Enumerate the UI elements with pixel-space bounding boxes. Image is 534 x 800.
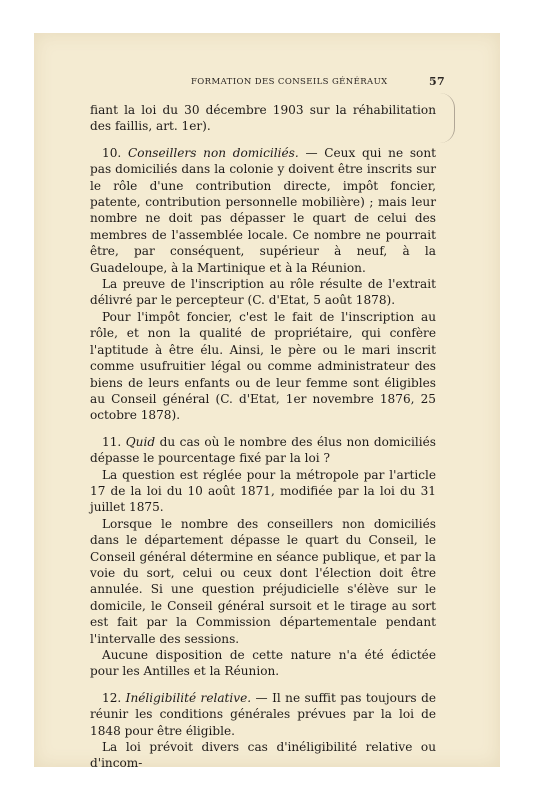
paragraph: La question est réglée pour la métropole par l'article 17 de la loi du 10 août 1871, modifiée par la loi du 31 juillet 1875.: [90, 467, 436, 515]
paragraph: Aucune disposition de cette nature n'a été édictée pour les Antilles et la Réunion.: [90, 648, 436, 679]
margin-bracket-mark: [440, 93, 455, 143]
paragraph: Lorsque le nombre des conseillers non domiciliés dans le département dépasse le quart du Conseil, le Conseil général détermine en séance publique, et par la voie du sort, celui ou ceux dont l'élection doit être annulée. Si une question préjudicielle s'élève sur le domicile, le Conseil général sursoit et le tirage au sort est fait par la Commission départementale pendant l'intervalle des sessions.: [90, 516, 436, 646]
paragraph-section-10: [90, 145, 436, 276]
paragraph: La loi prévoit divers cas d'inéligibilité relative ou d'incom-: [90, 740, 436, 771]
section-number: 11.: [102, 434, 122, 449]
section-text: — Il ne suffit pas toujours de réunir les conditions générales prévues par la loi de 1848 pour être éligible.: [90, 690, 436, 738]
section-title: Conseillers non domiciliés.: [127, 145, 299, 160]
paragraph: La preuve de l'inscription au rôle résulte de l'extrait délivré par le percepteur (C. d'Etat, 5 août 1878).: [90, 277, 436, 308]
paragraph-continuation: fiant la loi du 30 décembre 1903 sur la réhabilitation des faillis, art. 1er).: [90, 103, 436, 134]
body-text: [90, 102, 436, 772]
paragraph-section-12: [90, 690, 436, 739]
running-title: FORMATION DES CONSEILS GÉNÉRAUX: [191, 77, 388, 87]
section-number: 10.: [102, 145, 122, 160]
book-page: [34, 33, 500, 771]
section-title: Quid: [125, 434, 156, 449]
section-text: du cas où le nombre des élus non domiciliés dépasse le pourcentage fixé par la loi ?: [90, 434, 436, 466]
section-title: Inéligibilité relative.: [125, 690, 252, 705]
section-text: — Ceux qui ne sont pas domiciliés dans la colonie y doivent être inscrits sur le rôle d'une contribution directe, impôt foncier, patente, contribution personnelle mobilière) ; mais leur nombre ne doit pas dépasser le quart de celui des membres de l'assemblée locale. Ce nombre ne pourrait être, par conséquent, supérieur à neuf, à la Guadeloupe, à la Martinique et à la Réunion.: [90, 145, 436, 275]
section-number: 12.: [102, 690, 122, 705]
page-number: 57: [429, 75, 446, 88]
paragraph: Pour l'impôt foncier, c'est le fait de l'inscription au rôle, et non la qualité de propriétaire, qui confère l'aptitude à être élu. Ainsi, le père ou le mari inscrit comme usufruitier légal ou comme administrateur des biens de leurs enfants ou de leur femme sont éligibles au Conseil général (C. d'Etat, 1er novembre 1876, 25 octobre 1878).: [90, 309, 436, 423]
paragraph-section-11: [90, 434, 436, 467]
